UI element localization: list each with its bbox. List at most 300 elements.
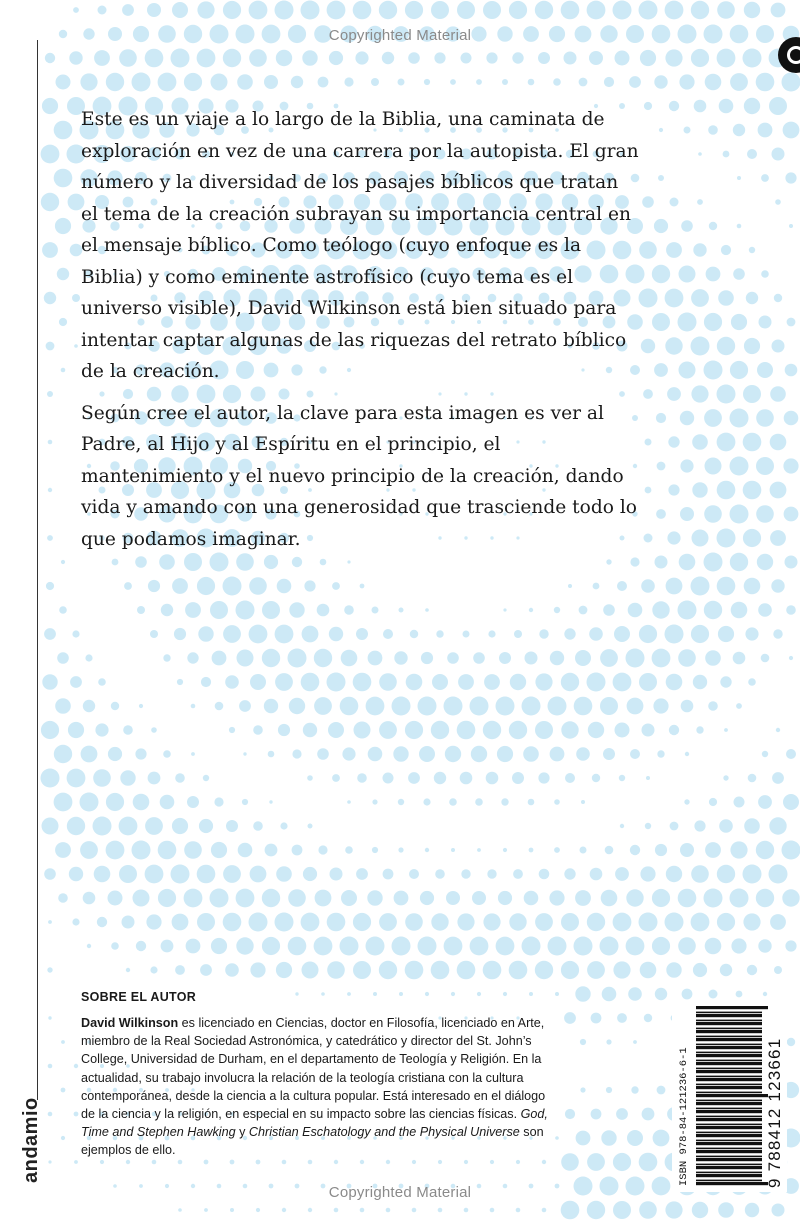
barcode-bar — [696, 1156, 762, 1158]
halftone-dot — [644, 1014, 652, 1022]
halftone-dot — [340, 937, 359, 956]
halftone-dot — [629, 76, 641, 88]
halftone-dot — [756, 409, 774, 427]
halftone-dot — [307, 775, 313, 781]
halftone-dot — [655, 988, 667, 1000]
halftone-dot — [723, 151, 730, 158]
halftone-dot — [680, 459, 693, 472]
halftone-dot — [587, 1, 606, 20]
halftone-dot — [535, 913, 553, 931]
halftone-dot — [633, 1040, 637, 1044]
halftone-dot — [561, 721, 578, 738]
halftone-dot — [394, 891, 409, 906]
halftone-dot — [95, 723, 108, 736]
halftone-dot — [419, 746, 435, 762]
halftone-dot — [601, 890, 618, 907]
halftone-dot — [603, 604, 615, 616]
author-bio-text-2: y — [235, 1125, 249, 1140]
halftone-dot — [696, 726, 703, 733]
halftone-dot — [774, 294, 782, 302]
halftone-dot — [230, 1160, 235, 1165]
halftone-dot — [772, 340, 785, 353]
halftone-dot — [197, 1, 214, 18]
halftone-dot — [174, 628, 186, 640]
halftone-dot — [68, 722, 84, 738]
halftone-dot — [483, 721, 501, 739]
halftone-dot — [619, 775, 625, 781]
halftone-dot — [449, 798, 457, 806]
halftone-dot — [603, 748, 615, 760]
halftone-dot — [145, 817, 163, 835]
halftone-dot — [769, 817, 786, 834]
halftone-dot — [646, 776, 650, 780]
halftone-dot — [770, 482, 787, 499]
halftone-dot — [639, 241, 657, 259]
halftone-dot — [458, 674, 474, 690]
halftone-dot — [644, 534, 653, 543]
halftone-dot — [197, 913, 215, 931]
halftone-dot — [275, 913, 294, 932]
halftone-dot — [353, 961, 371, 979]
halftone-dot — [55, 698, 71, 714]
barcode-bar — [696, 1054, 762, 1057]
halftone-dot — [73, 7, 79, 13]
barcode-bar — [696, 1126, 762, 1129]
halftone-dot — [576, 1131, 591, 1146]
halftone-dot — [606, 1087, 612, 1093]
halftone-dot — [684, 127, 691, 134]
halftone-dot — [204, 1160, 209, 1165]
halftone-dot — [630, 749, 640, 759]
halftone-dot — [408, 772, 420, 784]
halftone-dot — [554, 847, 560, 853]
halftone-dot — [783, 122, 800, 139]
halftone-dot — [457, 913, 474, 930]
halftone-dot — [198, 626, 213, 641]
halftone-dot — [679, 266, 696, 283]
halftone-dot — [717, 913, 735, 931]
halftone-dot — [730, 457, 749, 476]
halftone-dot — [256, 1208, 260, 1212]
halftone-dot — [236, 937, 253, 954]
halftone-dot — [42, 818, 59, 835]
halftone-dot — [303, 723, 317, 737]
halftone-dot — [743, 481, 762, 500]
halftone-dot — [123, 725, 133, 735]
halftone-dot — [42, 98, 58, 114]
halftone-dot — [666, 578, 683, 595]
halftone-dot — [617, 1013, 627, 1023]
barcode-bar — [696, 1118, 762, 1121]
halftone-dot — [579, 78, 588, 87]
barcode-bar — [696, 1158, 762, 1161]
halftone-dot — [502, 79, 508, 85]
copyright-bottom: Copyrighted Material — [328, 1184, 472, 1201]
halftone-dot — [709, 222, 717, 230]
halftone-dot — [762, 751, 768, 757]
halftone-dot — [626, 889, 643, 906]
halftone-dot — [383, 629, 393, 639]
halftone-dot — [147, 3, 161, 17]
halftone-dot — [353, 913, 371, 931]
halftone-dot — [446, 891, 460, 905]
halftone-dot — [98, 678, 106, 686]
halftone-dot — [705, 74, 722, 91]
halftone-dot — [120, 770, 135, 785]
halftone-dot — [704, 601, 722, 619]
halftone-dot — [523, 746, 539, 762]
halftone-dot — [510, 674, 526, 690]
halftone-dot — [268, 751, 275, 758]
halftone-dot — [704, 409, 722, 427]
halftone-dot — [772, 148, 785, 161]
halftone-dot — [733, 268, 745, 280]
halftone-dot — [87, 944, 91, 948]
halftone-dot — [253, 725, 263, 735]
halftone-dot — [464, 1208, 469, 1213]
halftone-dot — [460, 772, 473, 785]
barcode-bar — [696, 1086, 762, 1089]
halftone-dot — [412, 1160, 416, 1164]
halftone-dot — [627, 698, 644, 715]
halftone-dot — [787, 318, 796, 327]
halftone-dot — [680, 507, 694, 521]
halftone-dot — [613, 961, 630, 978]
halftone-dot — [223, 913, 242, 932]
halftone-dot — [249, 625, 268, 644]
halftone-dot — [106, 793, 124, 811]
halftone-dot — [718, 626, 734, 642]
halftone-dot — [353, 673, 372, 692]
halftone-dot — [42, 674, 57, 689]
halftone-dot — [641, 579, 655, 593]
halftone-dot — [680, 411, 694, 425]
halftone-dot — [236, 601, 255, 620]
halftone-dot — [55, 218, 71, 234]
halftone-dot — [111, 702, 119, 710]
halftone-dot — [308, 1160, 313, 1165]
halftone-dot — [734, 797, 745, 808]
halftone-dot — [197, 865, 216, 884]
halftone-dot — [425, 608, 429, 612]
halftone-dot — [565, 1109, 575, 1119]
halftone-dot — [341, 650, 358, 667]
halftone-dot — [705, 842, 721, 858]
halftone-dot — [639, 913, 658, 932]
halftone-dot — [665, 337, 682, 354]
halftone-dot — [229, 727, 235, 733]
halftone-dot — [757, 362, 773, 378]
halftone-dot — [669, 101, 679, 111]
halftone-dot — [670, 822, 679, 831]
halftone-dot — [59, 318, 67, 326]
halftone-dot — [645, 487, 652, 494]
halftone-dot — [199, 819, 213, 833]
halftone-dot — [250, 866, 267, 883]
author-bio-text-1: es licenciado en Ciencias, doctor en Filosofía, licenciado en Arte, miembro de la Real Sociedad Astronómica, y catedrático y director del St. John’s College, Universidad de Durham, en el departamento de Teología y Religión. En la actualidad, su trabajo involucra la relación de la teología cristiana con la cultura contemporánea, desde la ciencia a la cultura popular. Está interesado en el diálogo de la ciencia y la religión, en especial en su impacto sobre las ciencias físicas. — [81, 1016, 546, 1122]
halftone-dot — [201, 677, 211, 687]
halftone-dot — [733, 124, 745, 136]
halftone-dot — [669, 725, 679, 735]
barcode-bar — [696, 1022, 762, 1025]
halftone-dot — [108, 747, 122, 761]
halftone-dot — [48, 440, 53, 445]
halftone-dot — [214, 797, 223, 806]
halftone-dot — [516, 1208, 521, 1213]
halftone-dot — [717, 385, 736, 404]
halftone-dot — [223, 49, 241, 67]
halftone-dot — [720, 964, 732, 976]
author-name: David Wilkinson — [81, 1016, 179, 1030]
halftone-dot — [561, 1, 580, 20]
halftone-dot — [148, 772, 161, 785]
halftone-dot — [743, 529, 761, 547]
halftone-dot — [784, 507, 799, 522]
halftone-dot — [717, 49, 736, 68]
halftone-dot — [185, 602, 201, 618]
halftone-dot — [758, 603, 772, 617]
halftone-dot — [561, 961, 579, 979]
halftone-dot — [249, 49, 267, 67]
halftone-dot — [509, 913, 526, 930]
halftone-dot — [749, 247, 755, 253]
halftone-dot — [187, 796, 199, 808]
halftone-dot — [262, 889, 280, 907]
halftone-dot — [302, 626, 319, 643]
halftone-dot — [717, 865, 735, 883]
halftone-dot — [652, 313, 670, 331]
halftone-dot — [136, 941, 146, 951]
halftone-dot — [587, 1153, 605, 1171]
halftone-dot — [431, 913, 448, 930]
halftone-dot — [717, 577, 736, 596]
halftone-dot — [587, 913, 605, 931]
halftone-dot — [80, 793, 99, 812]
author-bio — [81, 1014, 551, 1160]
halftone-dot — [655, 556, 668, 569]
halftone-dot — [354, 722, 371, 739]
halftone-dot — [163, 654, 170, 661]
halftone-dot — [97, 917, 107, 927]
halftone-dot — [477, 992, 481, 996]
halftone-dot — [704, 505, 722, 523]
halftone-dot — [565, 773, 575, 783]
halftone-dot — [555, 1136, 559, 1140]
author-bio-text-3: son ejemplos de ello. — [81, 1125, 544, 1158]
halftone-dot — [652, 601, 669, 618]
halftone-dot — [631, 1086, 638, 1093]
halftone-dot — [148, 580, 160, 592]
halftone-dot — [54, 745, 72, 763]
halftone-dot — [438, 1160, 442, 1164]
halftone-dot — [705, 650, 721, 666]
halftone-dot — [345, 846, 353, 854]
halftone-dot — [666, 866, 682, 882]
barcode-bar — [696, 1140, 762, 1142]
halftone-dot — [278, 724, 290, 736]
halftone-dot — [175, 965, 185, 975]
barcode-bar — [696, 1150, 762, 1153]
halftone-dot — [770, 434, 787, 451]
halftone-dot — [356, 868, 368, 880]
halftone-dot — [691, 1, 709, 19]
halftone-dot — [604, 77, 614, 87]
halftone-dot — [718, 1202, 734, 1218]
author-heading: SOBRE EL AUTOR — [81, 990, 197, 1004]
barcode-bar — [696, 1094, 768, 1097]
halftone-dot — [678, 313, 697, 332]
halftone-dot — [223, 625, 241, 643]
halftone-dot — [771, 3, 786, 18]
halftone-dot — [243, 752, 246, 755]
halftone-dot — [761, 654, 770, 663]
halftone-dot — [145, 49, 164, 68]
halftone-dot — [665, 1201, 682, 1218]
halftone-dot — [549, 890, 564, 905]
halftone-dot — [98, 6, 107, 15]
halftone-dot — [372, 799, 377, 804]
halftone-dot — [484, 674, 500, 690]
halftone-dot — [587, 1201, 605, 1219]
halftone-dot — [367, 890, 382, 905]
halftone-dot — [576, 747, 590, 761]
halftone-dot — [692, 434, 708, 450]
halftone-dot — [93, 769, 111, 787]
halftone-dot — [783, 794, 799, 810]
halftone-dot — [717, 481, 736, 500]
barcode-bar — [696, 1012, 762, 1014]
halftone-dot — [587, 673, 606, 692]
halftone-dot — [237, 650, 254, 667]
halftone-dot — [564, 628, 575, 639]
back-cover-blurb — [81, 104, 641, 565]
halftone-dot — [303, 867, 317, 881]
halftone-dot — [642, 1108, 655, 1121]
halftone-dot — [72, 918, 79, 925]
halftone-dot — [706, 267, 721, 282]
halftone-dot — [496, 937, 515, 956]
halftone-dot — [80, 73, 97, 90]
halftone-dot — [172, 2, 188, 18]
halftone-dot — [418, 937, 437, 956]
halftone-dot — [667, 387, 681, 401]
barcode-bars — [696, 1006, 768, 1185]
halftone-dot — [730, 505, 749, 524]
halftone-dot — [665, 913, 684, 932]
halftone-dot — [535, 673, 552, 690]
halftone-dot — [620, 824, 624, 828]
halftone-dot — [704, 553, 723, 572]
halftone-dot — [591, 1109, 602, 1120]
halftone-dot — [122, 916, 135, 929]
halftone-dot — [615, 723, 630, 738]
halftone-dot — [47, 535, 53, 541]
halftone-dot — [693, 243, 706, 256]
halftone-dot — [225, 963, 239, 977]
halftone-dot — [464, 1160, 468, 1164]
halftone-dot — [344, 77, 353, 86]
halftone-dot — [522, 697, 541, 716]
halftone-dot — [434, 52, 445, 63]
halftone-dot — [445, 746, 461, 762]
barcode-bar — [696, 1046, 762, 1049]
halftone-dot — [398, 847, 403, 852]
halftone-dot — [758, 123, 773, 138]
halftone-dot — [178, 1160, 183, 1165]
halftone-dot — [48, 1112, 53, 1117]
barcode-bar — [696, 1014, 762, 1017]
halftone-dot — [405, 913, 423, 931]
halftone-dot — [654, 219, 668, 233]
halftone-dot — [61, 368, 66, 373]
barcode-bar — [696, 1116, 762, 1118]
halftone-dot — [668, 484, 679, 495]
publisher-name: andamio — [20, 1097, 42, 1183]
halftone-dot — [327, 913, 346, 932]
halftone-dot — [509, 721, 527, 739]
halftone-dot — [334, 1160, 338, 1164]
halftone-dot — [204, 1208, 208, 1212]
halftone-dot — [737, 224, 742, 229]
halftone-dot — [645, 823, 651, 829]
halftone-dot — [628, 987, 642, 1001]
halftone-dot — [236, 889, 255, 908]
halftone-dot — [553, 78, 561, 86]
halftone-dot — [697, 199, 703, 205]
halftone-dot — [399, 608, 404, 613]
halftone-dot — [347, 992, 351, 996]
halftone-dot — [539, 869, 550, 880]
halftone-dot — [539, 629, 548, 638]
halftone-dot — [691, 49, 709, 67]
halftone-dot — [61, 1040, 65, 1044]
halftone-dot — [44, 628, 56, 640]
halftone-dot — [528, 799, 535, 806]
barcode-bar — [696, 1028, 762, 1030]
halftone-dot — [275, 673, 293, 691]
barcode-bar — [696, 1132, 762, 1134]
halftone-dot — [57, 652, 69, 664]
halftone-dot — [600, 937, 619, 956]
halftone-dot — [146, 914, 161, 929]
halftone-dot — [639, 1153, 658, 1172]
halftone-dot — [74, 344, 78, 348]
halftone-dot — [744, 2, 760, 18]
halftone-dot — [215, 702, 224, 711]
halftone-dot — [721, 245, 731, 255]
halftone-dot — [431, 961, 450, 980]
halftone-dot — [41, 769, 60, 788]
halftone-dot — [616, 1108, 628, 1120]
halftone-dot — [564, 52, 577, 65]
halftone-dot — [379, 913, 397, 931]
halftone-dot — [575, 986, 590, 1001]
halftone-dot — [288, 937, 307, 956]
halftone-dot — [600, 649, 618, 667]
halftone-dot — [668, 436, 679, 447]
halftone-dot — [328, 722, 344, 738]
halftone-dot — [574, 937, 593, 956]
halftone-dot — [295, 992, 298, 995]
halftone-dot — [561, 673, 579, 691]
halftone-dot — [163, 750, 171, 758]
halftone-dot — [317, 604, 330, 617]
halftone-dot — [509, 961, 528, 980]
halftone-dot — [657, 750, 664, 757]
halftone-dot — [772, 772, 784, 784]
halftone-dot — [386, 1160, 390, 1164]
halftone-dot — [601, 1130, 616, 1145]
